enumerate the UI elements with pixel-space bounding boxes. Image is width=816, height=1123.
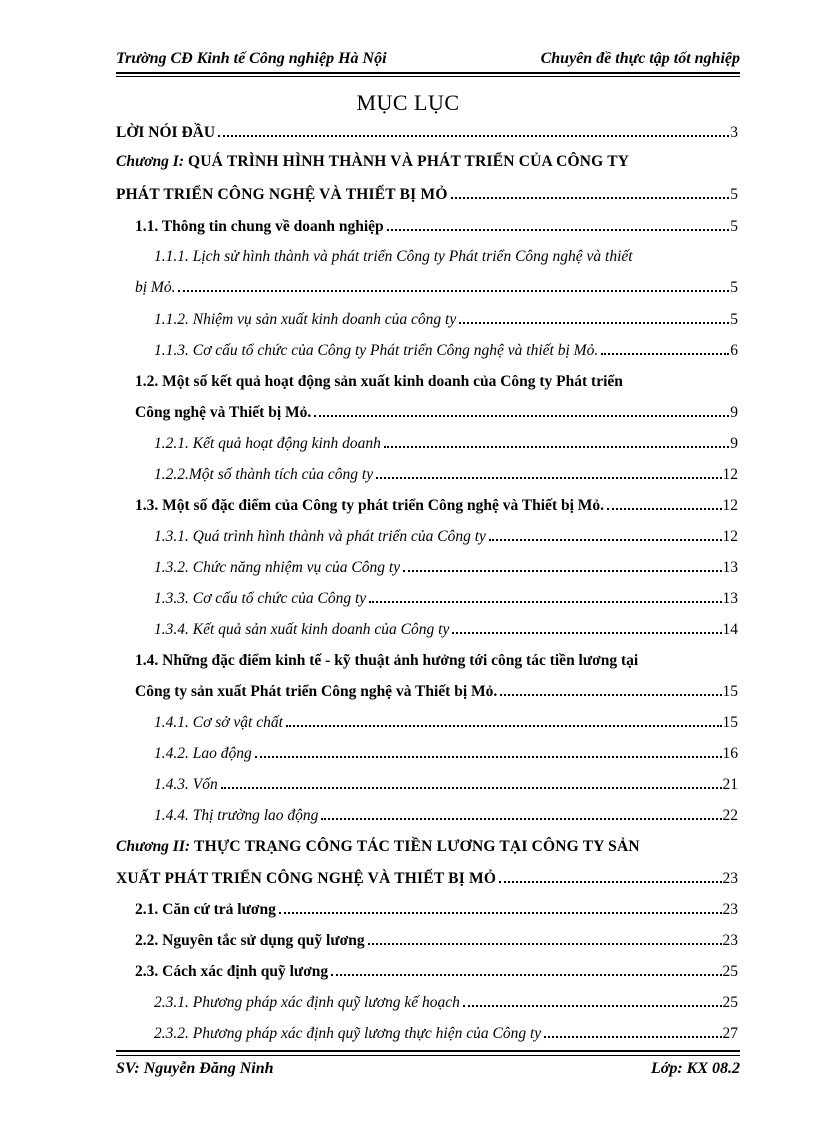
toc-entry[interactable] (154, 305, 738, 329)
toc-entry[interactable] (135, 273, 738, 297)
toc-page-number: 9 (730, 435, 738, 452)
toc-page-number: 13 (722, 559, 738, 576)
toc-leader (369, 601, 721, 603)
toc-entry[interactable] (135, 491, 738, 515)
toc-entry[interactable] (135, 957, 738, 981)
toc-page-number: 21 (722, 776, 738, 793)
toc-entry[interactable] (154, 522, 738, 546)
toc-page-number: 5 (730, 186, 738, 203)
toc-leader (376, 477, 721, 479)
toc-page-number: 22 (722, 807, 738, 824)
toc-page-number: 9 (730, 404, 738, 421)
toc-page-number: 12 (722, 497, 738, 514)
page-footer (116, 1050, 740, 1084)
toc-entry[interactable] (135, 398, 738, 422)
toc-leader (451, 197, 730, 199)
toc-entry-title: 1.4.2. Lao động (154, 745, 252, 762)
toc-chapter-label: Chương I: (116, 153, 185, 170)
toc-entry-title: 1.3.3. Cơ cấu tổ chức của Công ty (154, 590, 367, 607)
toc-entry[interactable] (154, 801, 738, 825)
toc-leader (463, 1005, 722, 1007)
toc-entry-title: 2.3.1. Phương pháp xác định quỹ lương kế hoạch (154, 994, 460, 1011)
toc-entry[interactable] (154, 584, 738, 608)
toc-page-number: 3 (730, 124, 738, 141)
footer-student: SV: Nguyễn Đăng Ninh (116, 1060, 274, 1077)
toc-page-number: 23 (722, 901, 738, 918)
toc-page-number: 6 (730, 342, 738, 359)
toc-entry-title: 1.1.1. Lịch sử hình thành và phát triển Công ty Phát triển Công nghệ và thiết (154, 248, 633, 265)
toc-leader (403, 570, 721, 572)
toc-leader (218, 135, 729, 137)
toc-entry[interactable] (154, 708, 738, 732)
toc-entry[interactable] (154, 429, 738, 453)
toc-leader (452, 632, 721, 634)
toc-entry[interactable] (154, 739, 738, 763)
toc-entry[interactable] (135, 212, 738, 236)
toc-page-number: 5 (730, 311, 738, 328)
toc-leader (499, 881, 721, 883)
toc-leader (178, 290, 729, 292)
toc-entry-title: Công nghệ và Thiết bị Mỏ. (135, 404, 312, 421)
toc-entry-title: THỰC TRẠNG CÔNG TÁC TIỀN LƯƠNG TẠI CÔNG TY SẢN (194, 838, 640, 855)
toc-page-number: 12 (722, 466, 738, 483)
toc-entry-title: 1.4.3. Vốn (154, 776, 218, 793)
toc-leader (387, 229, 730, 231)
toc-leader (601, 353, 729, 355)
header-report-type: Chuyên đề thực tập tốt nghiệp (540, 50, 740, 67)
toc-entry-title: 2.3. Cách xác định quỹ lương (135, 963, 329, 980)
toc-page-number: 15 (722, 714, 738, 731)
toc-entry[interactable] (116, 864, 738, 888)
page-title: MỤC LỤC (356, 90, 460, 115)
toc-entry-title: 1.2.2.Một số thành tích của công ty (154, 466, 374, 483)
toc-entry[interactable] (154, 1019, 738, 1043)
toc-page-number: 5 (730, 218, 738, 235)
toc-entry-title: LỜI NÓI ĐẦU (116, 124, 216, 141)
toc-page-number: 25 (722, 994, 738, 1011)
toc-entry[interactable] (154, 336, 738, 360)
toc-entry-title: 1.3.4. Kết quả sản xuất kinh doanh của Công ty (154, 621, 450, 638)
toc-entry-title: PHÁT TRIỂN CÔNG NGHỆ VÀ THIẾT BỊ MỎ (116, 186, 448, 203)
toc-entry[interactable] (116, 147, 738, 171)
toc-entry[interactable] (135, 895, 738, 919)
toc-entry[interactable] (154, 615, 738, 639)
toc-entry-title: 1.2. Một số kết quả hoạt động sản xuất kinh doanh của Công ty Phát triển (135, 373, 623, 390)
toc-page-number: 12 (722, 528, 738, 545)
toc-entry-title: 1.4. Những đặc điểm kinh tế - kỹ thuật ảnh hưởng tới công tác tiền lương tại (135, 652, 639, 669)
toc-entry[interactable] (116, 832, 738, 856)
toc-leader (221, 787, 722, 789)
toc-entry[interactable] (154, 770, 738, 794)
toc-leader (607, 508, 721, 510)
toc-entry-title: 1.3. Một số đặc điểm của Công ty phát triển Công nghệ và Thiết bị Mỏ. (135, 497, 605, 514)
toc-entry[interactable] (116, 180, 738, 204)
toc-page-number: 25 (722, 963, 738, 980)
toc-entry-title: bị Mỏ. (135, 279, 176, 296)
toc-entry[interactable] (135, 367, 738, 391)
header-school: Trường CĐ Kinh tế Công nghiệp Hà Nội (116, 50, 387, 67)
toc-entry-title: QUÁ TRÌNH HÌNH THÀNH VÀ PHÁT TRIỂN CỦA CÔNG TY (188, 153, 630, 170)
toc-entry-title: 2.2. Nguyên tắc sử dụng quỹ lương (135, 932, 365, 949)
toc-leader (384, 446, 729, 448)
toc-leader (500, 694, 721, 696)
toc-entry-title: 1.3.2. Chức năng nhiệm vụ của Công ty (154, 559, 401, 576)
toc-entry-title: 1.1.3. Cơ cấu tổ chức của Công ty Phát triển Công nghệ và thiết bị Mỏ. (154, 342, 599, 359)
toc-page-number: 23 (722, 932, 738, 949)
toc-entry[interactable] (135, 926, 738, 950)
toc-leader (459, 322, 729, 324)
toc-entry[interactable] (154, 553, 738, 577)
toc-leader (331, 974, 721, 976)
toc-leader (489, 539, 722, 541)
toc-leader (321, 818, 721, 820)
toc-entry-title: 1.1. Thông tin chung về doanh nghiệp (135, 218, 384, 235)
toc-entry-title: 1.3.1. Quá trình hình thành và phát triển của Công ty (154, 528, 486, 545)
toc-leader (255, 756, 722, 758)
toc-page-number: 23 (722, 870, 738, 887)
toc-page-number: 15 (722, 683, 738, 700)
toc-entry-title: 2.3.2. Phương pháp xác định quỹ lương thực hiện của Công ty (154, 1025, 542, 1042)
toc-entry[interactable] (135, 677, 738, 701)
toc-entry[interactable] (154, 460, 738, 484)
toc-entry-title: XUẤT PHÁT TRIỂN CÔNG NGHỆ VÀ THIẾT BỊ MỎ (116, 870, 497, 887)
toc-entry-title: 1.4.4. Thị trường lao động (154, 807, 319, 824)
toc-leader (544, 1036, 721, 1038)
toc-leader (279, 912, 722, 914)
toc-entry[interactable] (154, 242, 738, 266)
toc-entry-title: 2.1. Căn cứ trả lương (135, 901, 276, 918)
toc-page-number: 16 (722, 745, 738, 762)
toc-entry[interactable] (135, 646, 738, 670)
toc-page-number: 14 (722, 621, 738, 638)
toc-leader (286, 725, 722, 727)
toc-entry-title: Công ty sản xuất Phát triển Công nghệ và Thiết bị Mỏ. (135, 683, 498, 700)
toc-entry-title: 1.4.1. Cơ sở vật chất (154, 714, 283, 731)
toc-page-number: 13 (722, 590, 738, 607)
toc-entry-title: 1.2.1. Kết quả hoạt động kinh doanh (154, 435, 381, 452)
toc-entry-title: 1.1.2. Nhiệm vụ sản xuất kinh doanh của công ty (154, 311, 457, 328)
toc-page-number: 5 (730, 279, 738, 296)
toc-leader (368, 943, 722, 945)
footer-class: Lớp: KX 08.2 (650, 1060, 740, 1077)
toc-chapter-label: Chương II: (116, 838, 191, 855)
toc-entry[interactable] (116, 118, 738, 142)
toc-page-number: 27 (722, 1025, 738, 1042)
toc-entry[interactable] (154, 988, 738, 1012)
toc-leader (314, 415, 729, 417)
